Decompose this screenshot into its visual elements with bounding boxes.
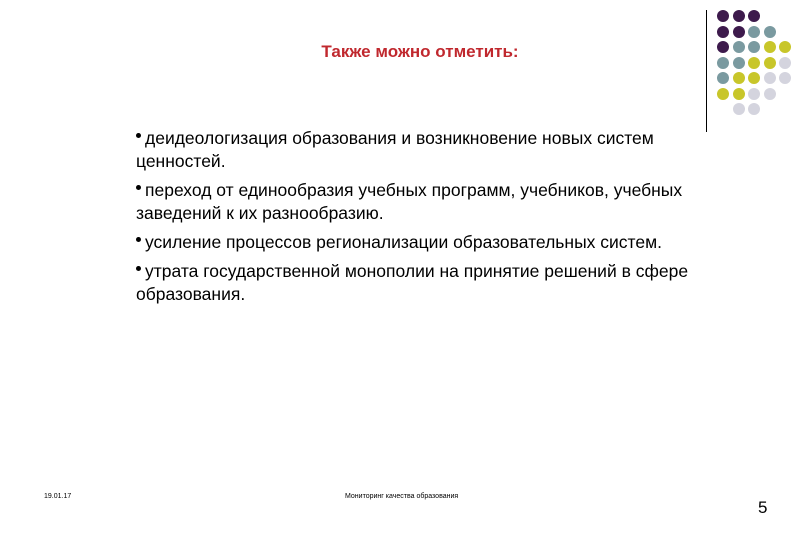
decorative-dot: [733, 57, 745, 69]
decorative-dot: [733, 103, 745, 115]
decorative-dot: [764, 88, 776, 100]
decorative-dot: [717, 41, 729, 53]
decorative-dot: [748, 57, 760, 69]
bullet-text: усиление процессов регионализации образовательных систем.: [145, 232, 662, 252]
decorative-dot: [717, 57, 729, 69]
decorative-dot: [748, 72, 760, 84]
decorative-dot: [779, 41, 791, 53]
bullet-item: [136, 179, 702, 225]
decorative-dot: [733, 26, 745, 38]
bullet-item: [136, 260, 702, 306]
decorative-dot: [779, 57, 791, 69]
decorative-dot: [717, 26, 729, 38]
decorative-dot: [748, 26, 760, 38]
decorative-dot: [733, 88, 745, 100]
bullet-icon: [136, 237, 141, 242]
decorative-dot: [748, 88, 760, 100]
decorative-dot-grid: [717, 10, 807, 120]
decorative-dot: [733, 72, 745, 84]
decorative-dot: [748, 103, 760, 115]
bullet-text: деидеологизация образования и возникновение новых систем ценностей.: [136, 128, 654, 171]
page-number: 5: [758, 498, 768, 517]
footer-date: 19.01.17: [44, 493, 72, 500]
decorative-dot: [764, 72, 776, 84]
decorative-dot: [748, 41, 760, 53]
bullet-item: [136, 127, 702, 173]
divider-line: [706, 10, 707, 132]
decorative-dot: [764, 57, 776, 69]
bullet-item: [136, 231, 702, 254]
bullet-icon: [136, 185, 141, 190]
decorative-dot: [764, 26, 776, 38]
decorative-dot: [764, 41, 776, 53]
decorative-dot: [717, 72, 729, 84]
footer-title: Мониторинг качества образования: [345, 493, 459, 500]
decorative-dot: [748, 10, 760, 22]
decorative-dot: [779, 72, 791, 84]
bullet-icon: [136, 133, 141, 138]
bullet-list: [136, 127, 702, 312]
bullet-icon: [136, 266, 141, 271]
slide-title: Также можно отметить:: [321, 42, 519, 61]
bullet-text: переход от единообразия учебных программ, учебников, учебных заведений к их разнообразию.: [136, 180, 683, 223]
decorative-dot: [733, 10, 745, 22]
decorative-dot: [733, 41, 745, 53]
bullet-text: утрата государственной монополии на принятие решений в сфере образования.: [136, 261, 689, 304]
decorative-dot: [717, 10, 729, 22]
decorative-dot: [717, 88, 729, 100]
